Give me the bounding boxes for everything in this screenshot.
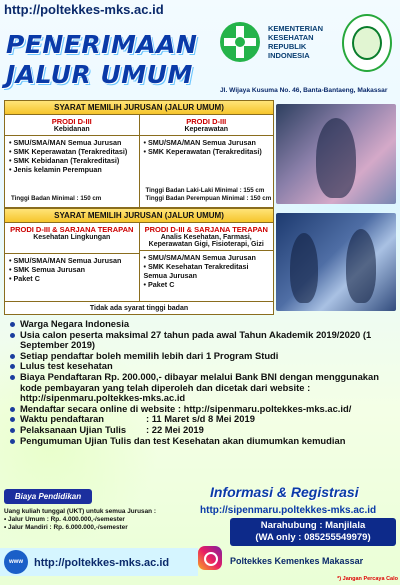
instagram-account[interactable]: Poltekkes Kemenkes Makassar (230, 556, 364, 566)
page-title-line2: JALUR UMUM (6, 60, 193, 89)
prodi-keperawatan: PRODI D-III Keperawatan • SMU/SMA/MAN Semua Jurusan • SMK Keperawatan (Terakreditasi) Tinggi Badan Laki-Laki Minimal : 155 cm Tinggi Badan Perempuan Minimal : 150 cm (139, 115, 274, 208)
table-heading: SYARAT MEMILIH JURUSAN (JALUR UMUM) (5, 101, 273, 115)
site-url[interactable]: http://poltekkes-mks.ac.id (4, 2, 164, 17)
requirements-table-1 (4, 100, 274, 208)
warning-note: *) Jangan Percaya Calo (337, 576, 398, 582)
address: Jl. Wijaya Kusuma No. 46, Banta-Bantaeng, Makassar (220, 87, 388, 94)
students-lab-photo (276, 213, 396, 311)
ukt-info: Uang kuliah tunggal (UKT) untuk semua Jurusan : • Jalur Umum : Rp. 4.000.000,-/semester • Jalur Mandiri : Rp. 6.000.000,-/semester (4, 508, 156, 531)
height-requirement: Tinggi Badan Minimal : 150 cm (11, 195, 102, 202)
height-requirement: Tinggi Badan Laki-Laki Minimal : 155 cm (145, 187, 265, 194)
list-item: • SMK Kesehatan Terakreditasi Semua Jurusan (144, 262, 272, 280)
height-requirement: Tinggi Badan Perempuan Minimal : 150 cm (145, 195, 272, 202)
sipenmaru-link[interactable]: http://sipenmaru.poltekkes-mks.ac.id (200, 505, 377, 516)
list-item: Usia calon peserta maksimal 27 tahun pada awal Tahun Akademik 2019/2020 (1 September 2019) (10, 330, 396, 351)
list-item: Warga Negara Indonesia (10, 319, 396, 330)
list-item: • SMK Kebidanan (Terakreditasi) (9, 156, 137, 165)
list-item: Pengumuman Ujian Tulis dan test Kesehatan akan diumumkan kemudian (10, 436, 396, 447)
poltekkes-seal-icon (342, 14, 392, 72)
height-notice: Tidak ada syarat tinggi badan (5, 301, 273, 314)
footer-url[interactable]: http://poltekkes-mks.ac.id (34, 557, 170, 569)
instagram-icon[interactable] (198, 546, 222, 570)
list-item: • SMU/SMA/MAN Semua Jurusan (9, 138, 137, 147)
contact-box: Narahubung : Manjilala (WA only : 085255549979) (230, 518, 396, 546)
list-item: Pelaksanaan Ujian Tulis : 22 Mei 2019 (10, 425, 396, 436)
table-heading: SYARAT MEMILIH JURUSAN (JALUR UMUM) (5, 209, 273, 223)
list-item: Lulus test kesehatan (10, 361, 396, 372)
kemenkes-logo-icon (218, 20, 262, 64)
requirements-table-2 (4, 208, 274, 315)
list-item: • Jenis kelamin Perempuan (9, 165, 137, 174)
prodi-analis-farmasi: PRODI D-III & SARJANA TERAPAN Analis Kesehatan, Farmasi, Keperawatan Gigi, Fisioterapi, Gizi • SMU/SMA/MAN Semua Jurusan • SMK Kesehatan Terakreditasi Semua Jurusan • Paket C (139, 223, 274, 301)
ministry-name: KEMENTERIAN KESEHATAN REPUBLIK INDONESIA (268, 24, 324, 60)
student-photo (276, 104, 396, 204)
list-item: Setiap pendaftar boleh memilih lebih dari 1 Program Studi (10, 351, 396, 362)
list-item: Biaya Pendaftaran Rp. 200.000,- dibayar melalui Bank BNI dengan menggunakan kode pembayaran yang telah diperoleh dan dicetak dari website : http://sipenmaru.poltekkes-mks.ac.id (10, 372, 396, 404)
list-item: • Paket C (9, 274, 137, 283)
list-item: • SMK Semua Jurusan (9, 265, 137, 274)
list-item: Waktu pendaftaran : 11 Maret s/d 8 Mei 2019 (10, 414, 396, 425)
info-registrasi-title: Informasi & Registrasi (210, 484, 359, 500)
list-item: • SMU/SMA/MAN Semua Jurusan (144, 253, 272, 262)
prodi-kesling: PRODI D-III & SARJANA TERAPAN Kesehatan Lingkungan • SMU/SMA/MAN Semua Jurusan • SMK Semua Jurusan • Paket C (5, 223, 139, 301)
list-item: • SMK Keperawatan (Terakreditasi) (9, 147, 137, 156)
list-item: • Paket C (144, 280, 272, 289)
list-item: • SMK Keperawatan (Terakreditasi) (144, 147, 272, 156)
list-item: • SMU/SMA/MAN Semua Jurusan (144, 138, 272, 147)
prodi-kebidanan: PRODI D-III Kebidanan • SMU/SMA/MAN Semua Jurusan • SMK Keperawatan (Terakreditasi) • SMK Kebidanan (Terakreditasi) • Jenis kelamin Perempuan Tinggi Badan Minimal : 150 cm (5, 115, 139, 208)
page-title-line1: PENERIMAAN (6, 30, 198, 59)
general-requirements-list (10, 319, 396, 446)
globe-icon: www (4, 550, 28, 574)
list-item: Mendaftar secara online di website : http://sipenmaru.poltekkes-mks.ac.id/ (10, 404, 396, 415)
biaya-pendidikan-badge: Biaya Pendidikan (4, 489, 92, 504)
list-item: • SMU/SMA/MAN Semua Jurusan (9, 256, 137, 265)
